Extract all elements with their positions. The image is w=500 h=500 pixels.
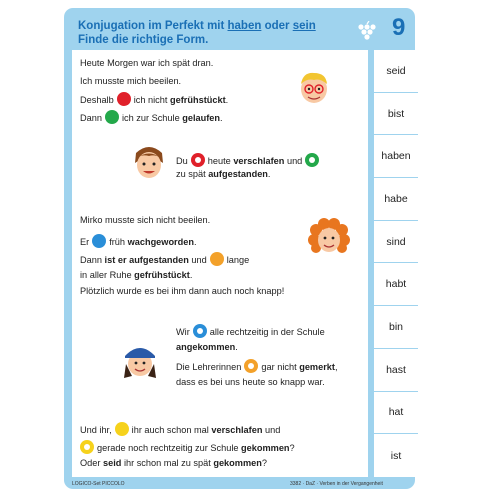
header-text: Konjugation im Perfekt mit	[78, 20, 228, 32]
text: und	[265, 425, 281, 435]
text: ?	[289, 443, 295, 453]
text: lange	[226, 255, 250, 265]
girl-with-cap-icon	[120, 340, 160, 380]
b4-line-4: dass es bei uns heute so knapp war.	[176, 377, 325, 387]
verb-participle: verschlafen	[233, 156, 285, 166]
verb-participle: gekommen	[213, 458, 262, 468]
verb-participle: gemerkt	[299, 362, 335, 372]
text: Dann	[80, 113, 102, 123]
orange-ring-answer-dot[interactable]	[244, 359, 258, 373]
text: ihr auch schon mal	[131, 425, 209, 435]
verb-participle: wachgeworden	[127, 237, 194, 247]
b4-line-3	[176, 359, 338, 373]
text: und	[191, 255, 207, 265]
b3-line-1: Mirko musste sich nicht beeilen.	[80, 215, 211, 225]
verb-participle: gefrühstückt	[170, 95, 226, 105]
answer-tile[interactable]: seid	[374, 50, 418, 93]
green-ring-answer-dot[interactable]	[305, 153, 319, 167]
b3-line-2	[80, 234, 197, 248]
text: gerade noch rechtzeitig zur Schule	[97, 443, 239, 453]
text: alle rechtzeitig in der Schule	[209, 327, 325, 337]
girl-face-icon	[131, 143, 167, 183]
blue-ring-answer-dot[interactable]	[193, 324, 207, 338]
answer-tile[interactable]: bist	[374, 93, 418, 136]
b2-line-2	[176, 169, 270, 180]
verb-participle: aufgestanden	[208, 169, 268, 179]
pronoun: er	[117, 255, 127, 265]
answer-tile[interactable]: hat	[374, 392, 418, 435]
grapes-icon	[357, 21, 377, 43]
green-answer-dot[interactable]	[105, 110, 119, 124]
verb-participle: aufgestanden	[129, 255, 189, 265]
answer-tile[interactable]: haben	[374, 135, 418, 178]
footer-reference: 3382 · DaZ · Verben in der Vergangenheit	[290, 481, 383, 487]
text: ich nicht	[133, 95, 168, 105]
text: Oder	[80, 458, 101, 468]
b5-line-3	[80, 458, 267, 469]
boy-with-glasses-icon	[295, 70, 333, 106]
verb-participle: gekommen	[241, 443, 290, 453]
text: Du	[176, 156, 188, 166]
answer-tile[interactable]: sind	[374, 221, 418, 264]
red-ring-answer-dot[interactable]	[191, 153, 205, 167]
curly-haired-girl-icon	[308, 218, 350, 258]
text: ,	[334, 362, 338, 372]
text: .	[189, 270, 193, 280]
answer-tile[interactable]: habt	[374, 263, 418, 306]
header-text-mid: oder	[261, 20, 293, 32]
text: ihr schon mal zu spät	[123, 458, 211, 468]
text: ?	[261, 458, 267, 468]
text: zu spät	[176, 169, 206, 179]
b5-line-1	[80, 422, 280, 436]
b3-line-3	[80, 252, 249, 266]
answer-tile[interactable]: hast	[374, 349, 418, 392]
text: gar nicht	[261, 362, 297, 372]
b1-line-1: Heute Morgen war ich spät dran.	[80, 58, 214, 68]
b1-line-3	[80, 92, 228, 106]
text: Er	[80, 237, 90, 247]
b5-line-2	[80, 440, 295, 454]
text: in aller Ruhe	[80, 270, 132, 280]
verb-participle: gelaufen	[182, 113, 221, 123]
page-number: 9	[392, 14, 406, 41]
b1-line-2: Ich musste mich beeilen.	[80, 76, 182, 86]
header-line-1	[78, 19, 368, 33]
header-word-sein: sein	[292, 20, 316, 32]
text: .	[267, 169, 271, 179]
answer-tile[interactable]: bin	[374, 306, 418, 349]
text: .	[193, 237, 197, 247]
text: Wir	[176, 327, 190, 337]
red-answer-dot[interactable]	[117, 92, 131, 106]
orange-answer-dot[interactable]	[210, 252, 224, 266]
answer-tile[interactable]: habe	[374, 178, 418, 221]
verb-auxiliary: ist	[104, 255, 116, 265]
text: Die Lehrerinnen	[176, 362, 242, 372]
text: früh	[109, 237, 126, 247]
header-line-2: Finde die richtige Form.	[78, 34, 209, 46]
blue-answer-dot[interactable]	[92, 234, 106, 248]
text: und	[286, 156, 303, 166]
verb-auxiliary: seid	[103, 458, 122, 468]
verb-participle: verschlafen	[211, 425, 263, 435]
b2-line-1	[176, 153, 322, 167]
text: Deshalb	[80, 95, 114, 105]
answer-tile[interactable]: ist	[390, 449, 402, 462]
verb-participle: angekommen	[176, 342, 236, 352]
text: .	[225, 95, 229, 105]
yellow-ring-answer-dot[interactable]	[80, 440, 94, 454]
answer-column	[373, 50, 418, 477]
verb-participle: gefrühstückt	[134, 270, 190, 280]
text: Dann	[80, 255, 102, 265]
b4-line-1	[176, 324, 325, 338]
b1-line-4	[80, 110, 223, 124]
text: .	[235, 342, 238, 352]
text: ich zur Schule	[121, 113, 180, 123]
footer-publisher: LOGICO-Set PICCOLO	[72, 481, 125, 487]
header-word-haben: haben	[227, 20, 262, 32]
b3-line-5: Plötzlich wurde es bei ihm dann auch noch knapp!	[80, 286, 285, 296]
text: .	[220, 113, 223, 123]
text: Und ihr,	[80, 425, 112, 435]
yellow-answer-dot[interactable]	[115, 422, 129, 436]
b4-line-2	[176, 342, 238, 353]
text: heute	[207, 156, 231, 166]
b3-line-4	[80, 270, 192, 281]
worksheet-header	[78, 19, 368, 47]
